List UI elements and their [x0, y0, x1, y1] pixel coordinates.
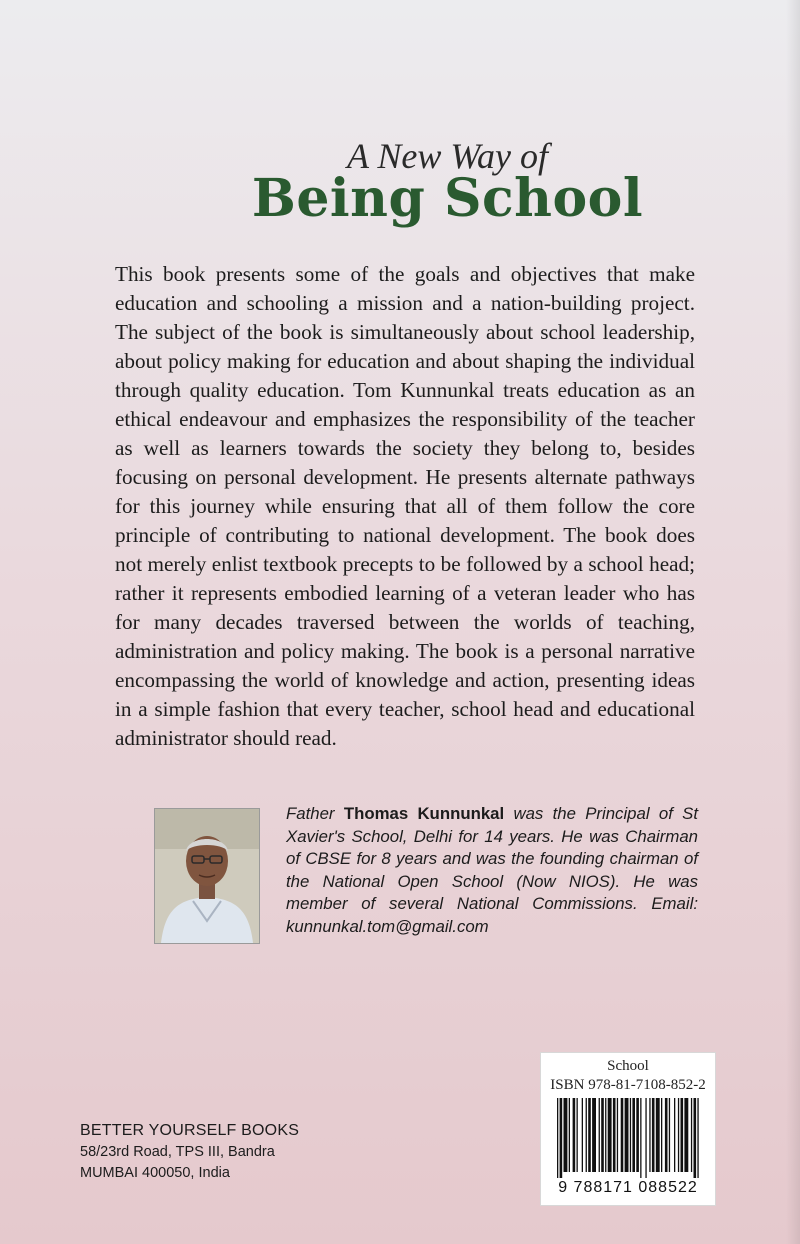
author-prefix: Father [286, 804, 335, 823]
barcode-bar [645, 1098, 646, 1178]
author-portrait-image [155, 809, 259, 943]
barcode-bar [605, 1098, 606, 1172]
barcode-bar [601, 1098, 604, 1172]
barcode-bar [684, 1098, 688, 1172]
barcode-bar [630, 1098, 631, 1172]
barcode-bar [697, 1098, 698, 1178]
publisher-address-line-1: 58/23rd Road, TPS III, Bandra [80, 1144, 275, 1160]
barcode-bar [564, 1098, 568, 1172]
barcode-bar [681, 1098, 684, 1172]
barcode-bar [691, 1098, 692, 1172]
barcode-bar [656, 1098, 660, 1172]
barcode-bar [621, 1098, 624, 1172]
barcode-bar [661, 1098, 662, 1172]
barcode-bar [694, 1098, 697, 1178]
barcode-bar [674, 1098, 675, 1172]
barcode-bar [669, 1098, 670, 1172]
publisher-name: BETTER YOURSELF BOOKS [80, 1122, 300, 1139]
title-line-1: A New Way of [346, 136, 548, 176]
barcode-bar [582, 1098, 583, 1172]
barcode-digits: 9 788171 088522 [558, 1179, 698, 1196]
isbn-number: ISBN 978-81-7108-852-2 [550, 1077, 706, 1093]
barcode-bar [649, 1098, 650, 1172]
barcode-bar [617, 1098, 618, 1172]
author-name: Thomas Kunnunkal [343, 804, 505, 823]
isbn-barcode-label [540, 1052, 716, 1206]
barcode-bar [613, 1098, 616, 1172]
barcode-bar [665, 1098, 668, 1172]
barcode-bar [625, 1098, 629, 1172]
barcode-bar [678, 1098, 679, 1172]
book-blurb: This book presents some of the goals and objectives that make education and schooling a mission and a nation-building project. The subject of the book is simultaneously about school leadership, about policy making for education and about shaping the individual through quality education. Tom Kunnunkal treats education as an ethical endeavour and emphasizes the responsibility of the teacher as well as learners towards the society they belong to, besides focusing on personal development. He presents alternate pathways for this journey while ensuring that all of them follow the core principle of contributing to national development. The book does not merely enlist textbook precepts to be followed by a school head; rather it represents embodied learning of a veteran leader who has for many decades traversed between the worlds of teaching, administration and policy making. The book is a personal narrative encompassing the world of knowledge and action, presenting ideas in a simple fashion that every teacher, school head and educational administrator should read. [115, 262, 695, 750]
barcode-bar [573, 1098, 576, 1172]
publisher-block [80, 1120, 299, 1184]
barcode-bar [608, 1098, 612, 1172]
barcode-bar [632, 1098, 635, 1172]
barcode-bar [560, 1098, 563, 1178]
barcode-bar [557, 1098, 558, 1178]
author-photo [154, 808, 260, 944]
barcode-bar [577, 1098, 578, 1172]
barcode-bar [569, 1098, 570, 1172]
barcode-bar [652, 1098, 655, 1172]
barcode-bar [599, 1098, 600, 1172]
barcode-bars [555, 1098, 703, 1178]
publisher-address-line-2: MUMBAI 400050, India [80, 1165, 230, 1181]
author-bio-text: was the Principal of St Xavier's School, Delhi for 14 years. He was Chairman of CBSE for 8 years and was the founding chairman of the National Open School (Now NIOS). He was member of several National Commissions. Email: kunnunkal.tom@gmail.com [286, 804, 698, 936]
barcode-category: School [607, 1058, 649, 1074]
author-bio [286, 803, 698, 938]
barcode-bar [588, 1098, 591, 1172]
barcode-bar [636, 1098, 639, 1172]
barcode-bar [586, 1098, 587, 1172]
barcode-bar [592, 1098, 596, 1172]
barcode-bar [640, 1098, 641, 1178]
title-line-2: Being School [251, 168, 644, 229]
